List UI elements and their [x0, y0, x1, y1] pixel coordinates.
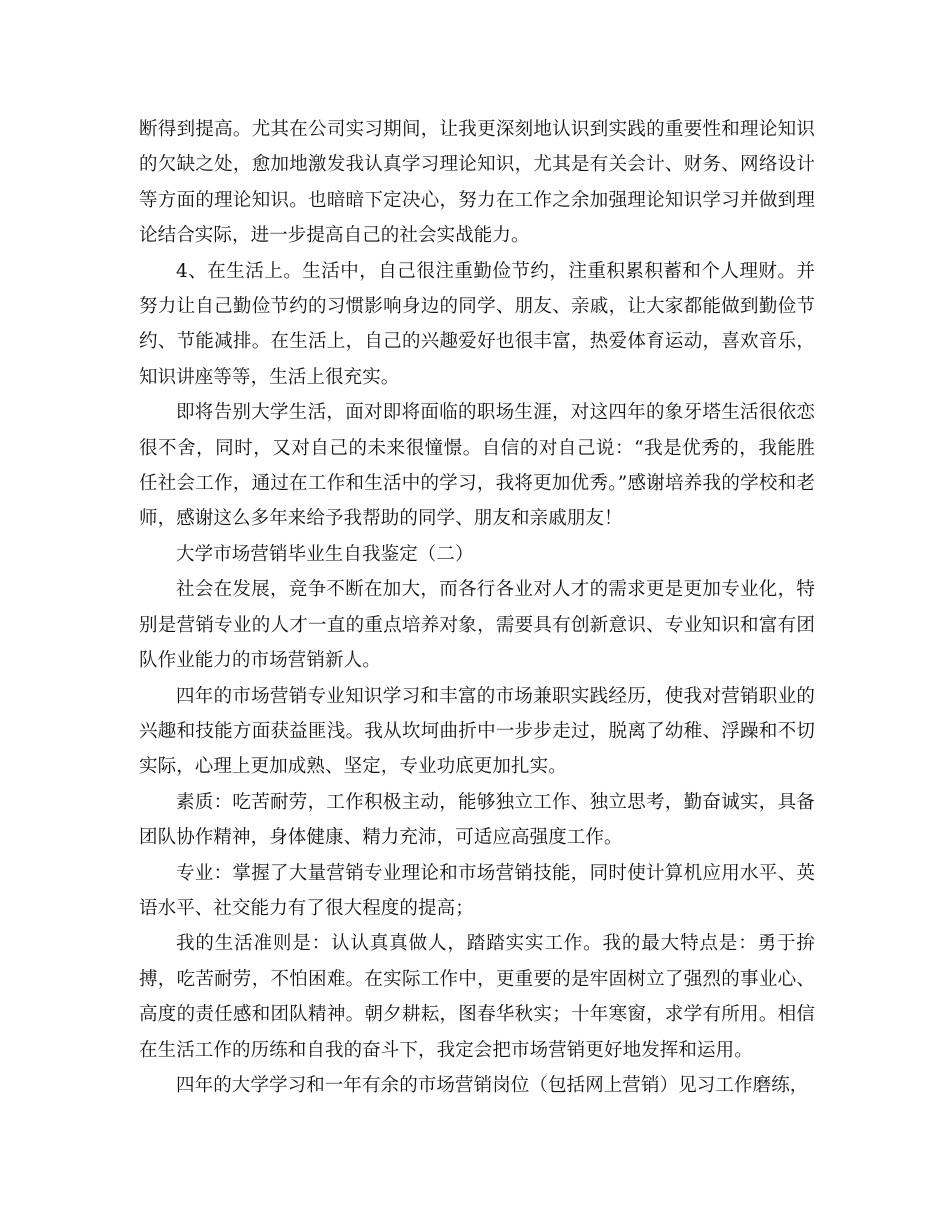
section-heading: 大学市场营销毕业生自我鉴定（二）	[176, 543, 474, 565]
paragraph-quality: 素质：吃苦耐劳，工作积极主动，能够独立工作、独立思考，勤奋诚实，具备团队协作精神，身体健康、精力充沛，可适应高强度工作。	[139, 791, 815, 849]
paragraph-final: 四年的大学学习和一年有余的市场营销岗位（包括网上营销）见习工作磨练，	[176, 1074, 809, 1096]
paragraph-society: 社会在发展，竞争不断在加大，而各行各业对人才的需求更是更加专业化，特别是营销专业的人才一直的重点培养对象，需要具有创新意识、专业知识和富有团队作业能力的市场营销新人。	[139, 579, 815, 672]
paragraph-life: 4、在生活上。生活中，自己很注重勤俭节约，注重积累积蓄和个人理财。并努力让自己勤俭节约的习惯影响身边的同学、朋友、亲戚，让大家都能做到勤俭节约、节能减排。在生活上，自己的兴趣爱好也很丰富，热爱体育运动，喜欢音乐，知识讲座等等，生活上很充实。	[139, 260, 815, 388]
paragraph-continuation: 断得到提高。尤其在公司实习期间，让我更深刻地认识到实践的重要性和理论知识的欠缺之处，愈加地激发我认真学习理论知识，尤其是有关会计、财务、网络设计等方面的理论知识。也暗暗下定决心，努力在工作之余加强理论知识学习并做到理论结合实际，进一步提高自己的社会实战能力。	[139, 119, 815, 247]
paragraph-profession: 专业：掌握了大量营销专业理论和市场营销技能，同时使计算机应用水平、英语水平、社交能力有了很大程度的提高；	[139, 862, 815, 919]
paragraph-principle: 我的生活准则是：认认真真做人，踏踏实实工作。我的最大特点是：勇于拚搏，吃苦耐劳，不怕困难。在实际工作中，更重要的是牢固树立了强烈的事业心、高度的责任感和团队精神。朝夕耕耘，图春华秋实；十年寒窗，求学有所用。相信在生活工作的历练和自我的奋斗下，我定会把市场营销更好地发挥和运用。	[139, 933, 815, 1061]
paragraph-four-years: 四年的市场营销专业知识学习和丰富的市场兼职实践经历，使我对营销职业的兴趣和技能方面获益匪浅。我从坎坷曲折中一步步走过，脱离了幼稚、浮躁和不切实际，心理上更加成熟、坚定，专业功底更加扎实。	[139, 685, 815, 778]
paragraph-farewell: 即将告别大学生活，面对即将面临的职场生涯，对这四年的象牙塔生活很依恋很不舍，同时，又对自己的未来很憧憬。自信的对自己说：“我是优秀的，我能胜任社会工作，通过在工作和生活中的学习，我将更加优秀。”感谢培养我的学校和老师，感谢这么多年来给予我帮助的同学、朋友和亲戚朋友！	[139, 402, 815, 530]
document-body	[139, 112, 815, 1103]
